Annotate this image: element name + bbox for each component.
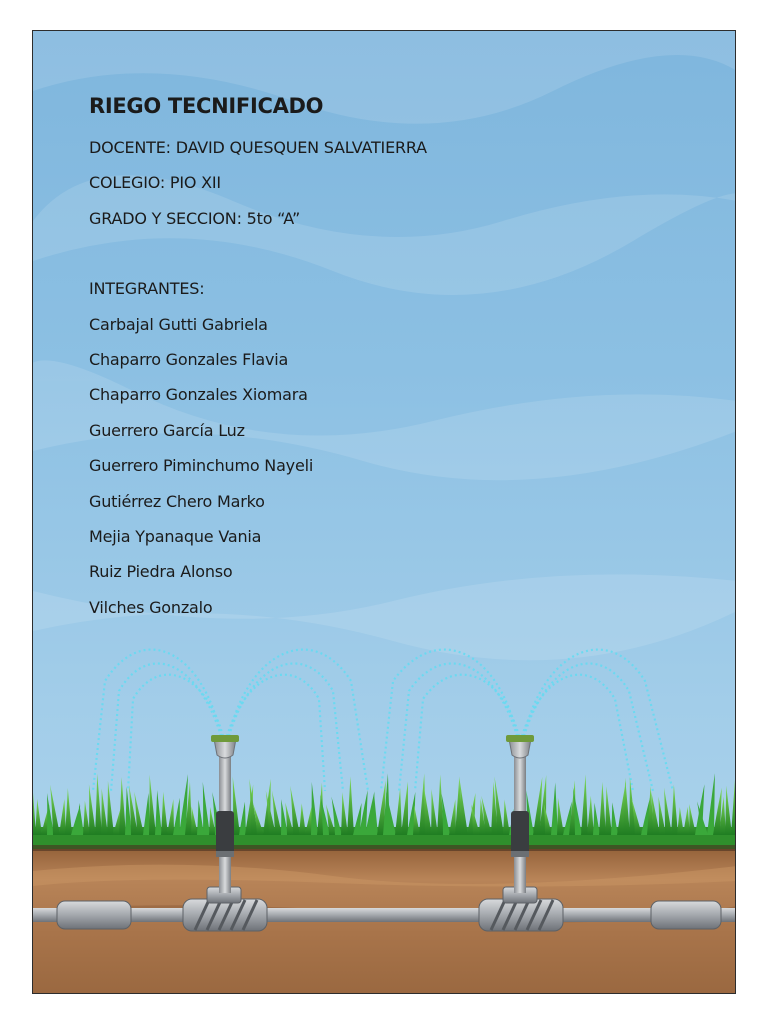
grass-blade [731,775,736,835]
document-title: RIEGO TECNIFICADO [89,94,324,118]
grass-blade [143,793,150,835]
grass-blade [581,774,588,835]
grass-blade [557,798,564,835]
member-item: Chaparro Gonzales Xiomara [89,385,308,405]
grass-blade [203,782,210,835]
docente-line: DOCENTE: DAVID QUESQUEN SALVATIERRA [89,138,427,157]
member-item: Ruiz Piedra Alonso [89,562,233,582]
grass-blade [305,807,312,835]
grass-blade [593,803,600,835]
grass-blade [431,789,438,835]
grass-blade [544,804,552,835]
grass-blade [395,788,402,835]
grass-blade [401,781,408,835]
members-list [89,313,649,632]
grass-blade [119,777,126,835]
grass-blade [671,785,678,835]
grass-blade [611,802,618,835]
grass-blade [347,776,354,835]
member-item: Guerrero Piminchumo Nayeli [89,456,314,476]
grass-blade [311,782,318,835]
spacer [89,242,649,277]
member-item: Carbajal Gutti Gabriela [89,314,268,334]
grass-blade [341,792,348,835]
grass-blade [599,782,606,835]
grass-blade [503,799,510,835]
grass-blade [449,799,456,835]
member-item: Mejia Ypanaque Vania [89,526,262,546]
grass-blade [95,773,102,835]
member-item: Gutiérrez Chero Marko [89,491,265,511]
grass-blade [149,775,156,835]
grass-blade [551,782,558,835]
grass-blade [167,799,174,835]
grado-line: GRADO Y SECCION: 5to “A” [89,208,301,228]
grass-blade [677,807,684,835]
integrantes-heading: INTEGRANTES: [89,279,205,299]
colegio-line: COLEGIO: PIO XII [89,173,221,193]
member-item: Guerrero García Luz [89,420,245,440]
grass-blade [239,802,246,835]
grass-blade [664,788,672,835]
grass-blade [35,799,42,835]
grass-blade [65,788,72,835]
member-item: Vilches Gonzalo [89,597,213,617]
cover-text [89,93,649,631]
grass-blade [191,806,198,835]
document-page [32,30,736,994]
grass-blade [689,804,696,835]
grass-blade [707,773,715,835]
grass-blade [725,786,732,835]
grass-blade [101,788,108,835]
grass-blade [161,792,168,835]
grass-blade [197,800,204,835]
grass-blade [605,786,612,835]
member-item: Chaparro Gonzales Flavia [89,349,289,369]
water-spray [93,650,673,791]
grass-blade [59,799,66,835]
grass-blade [173,798,180,835]
grass-blade [587,796,594,835]
grass [33,773,736,835]
grass-blade [299,803,306,835]
grass-blade [89,784,96,835]
grass-blade [155,790,162,835]
grass-blade [83,801,90,835]
grass-blade [683,807,690,835]
